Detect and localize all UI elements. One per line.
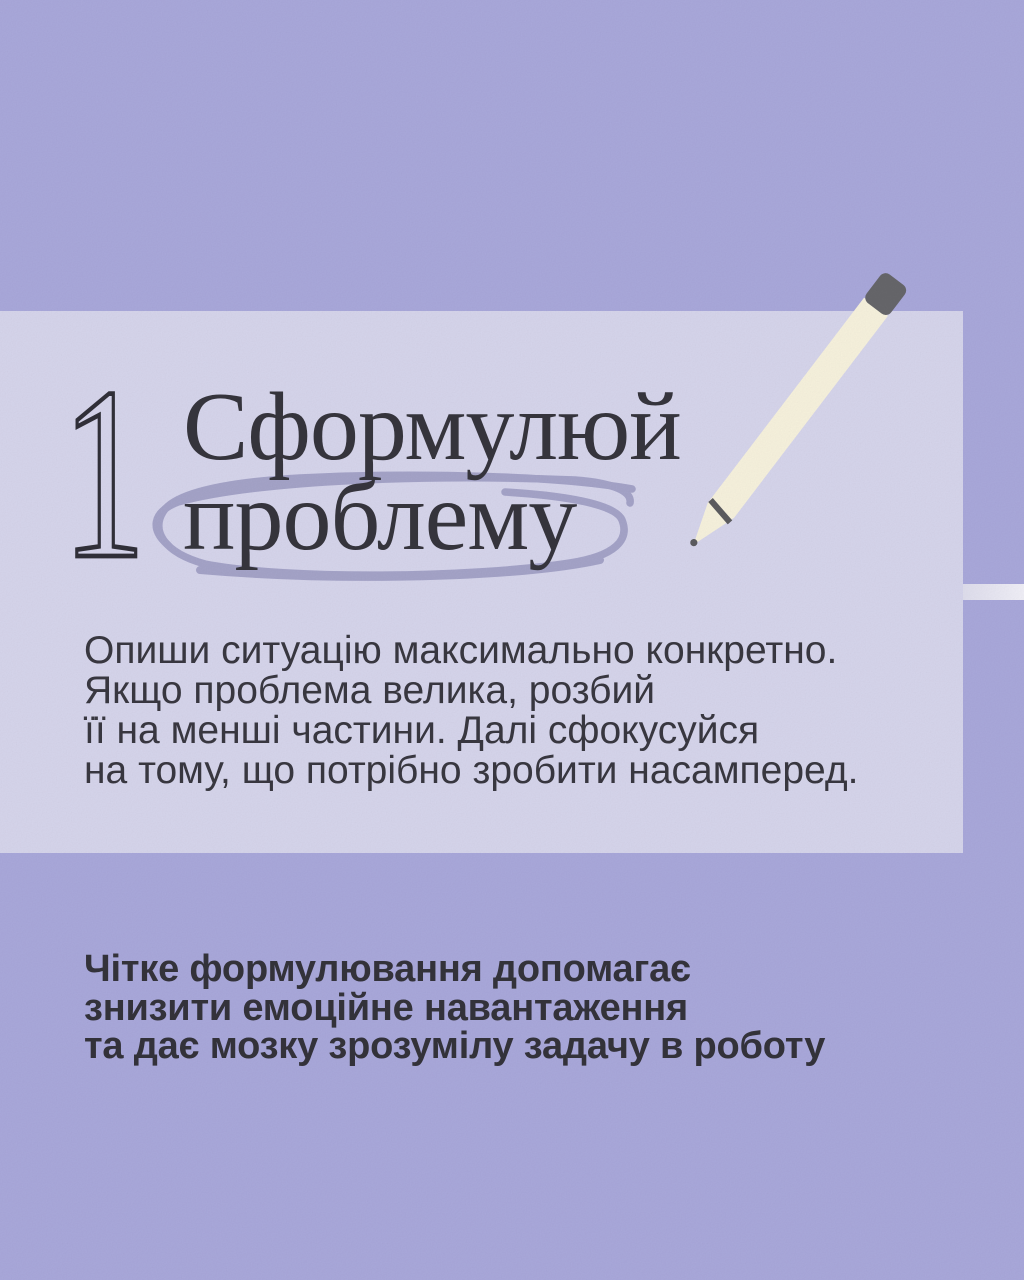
body-line: на тому, що потрібно зробити насамперед.	[84, 749, 859, 792]
step-number-outline	[40, 370, 190, 580]
step-description	[84, 631, 858, 791]
footer-line: та дає мозку зрозумілу задачу в роботу	[84, 1025, 826, 1068]
step-number-text: 1	[62, 370, 146, 580]
footer-line: знизити емоційне навантаження	[84, 986, 688, 1029]
pencil-body	[682, 298, 888, 555]
key-takeaway	[84, 950, 825, 1066]
body-line: Якщо проблема велика, розбий	[84, 669, 656, 712]
step-title-line-2: проблему	[183, 463, 577, 571]
footer-line: Чітке формулювання допомагає	[84, 948, 691, 990]
body-line: її на менші частини. Далі сфокусуйся	[84, 709, 760, 752]
pencil-icon	[580, 240, 980, 620]
body-line: Опиши ситуацію максимально конкретно.	[84, 629, 838, 672]
step-title-line-1: Сформулюй	[183, 373, 681, 481]
